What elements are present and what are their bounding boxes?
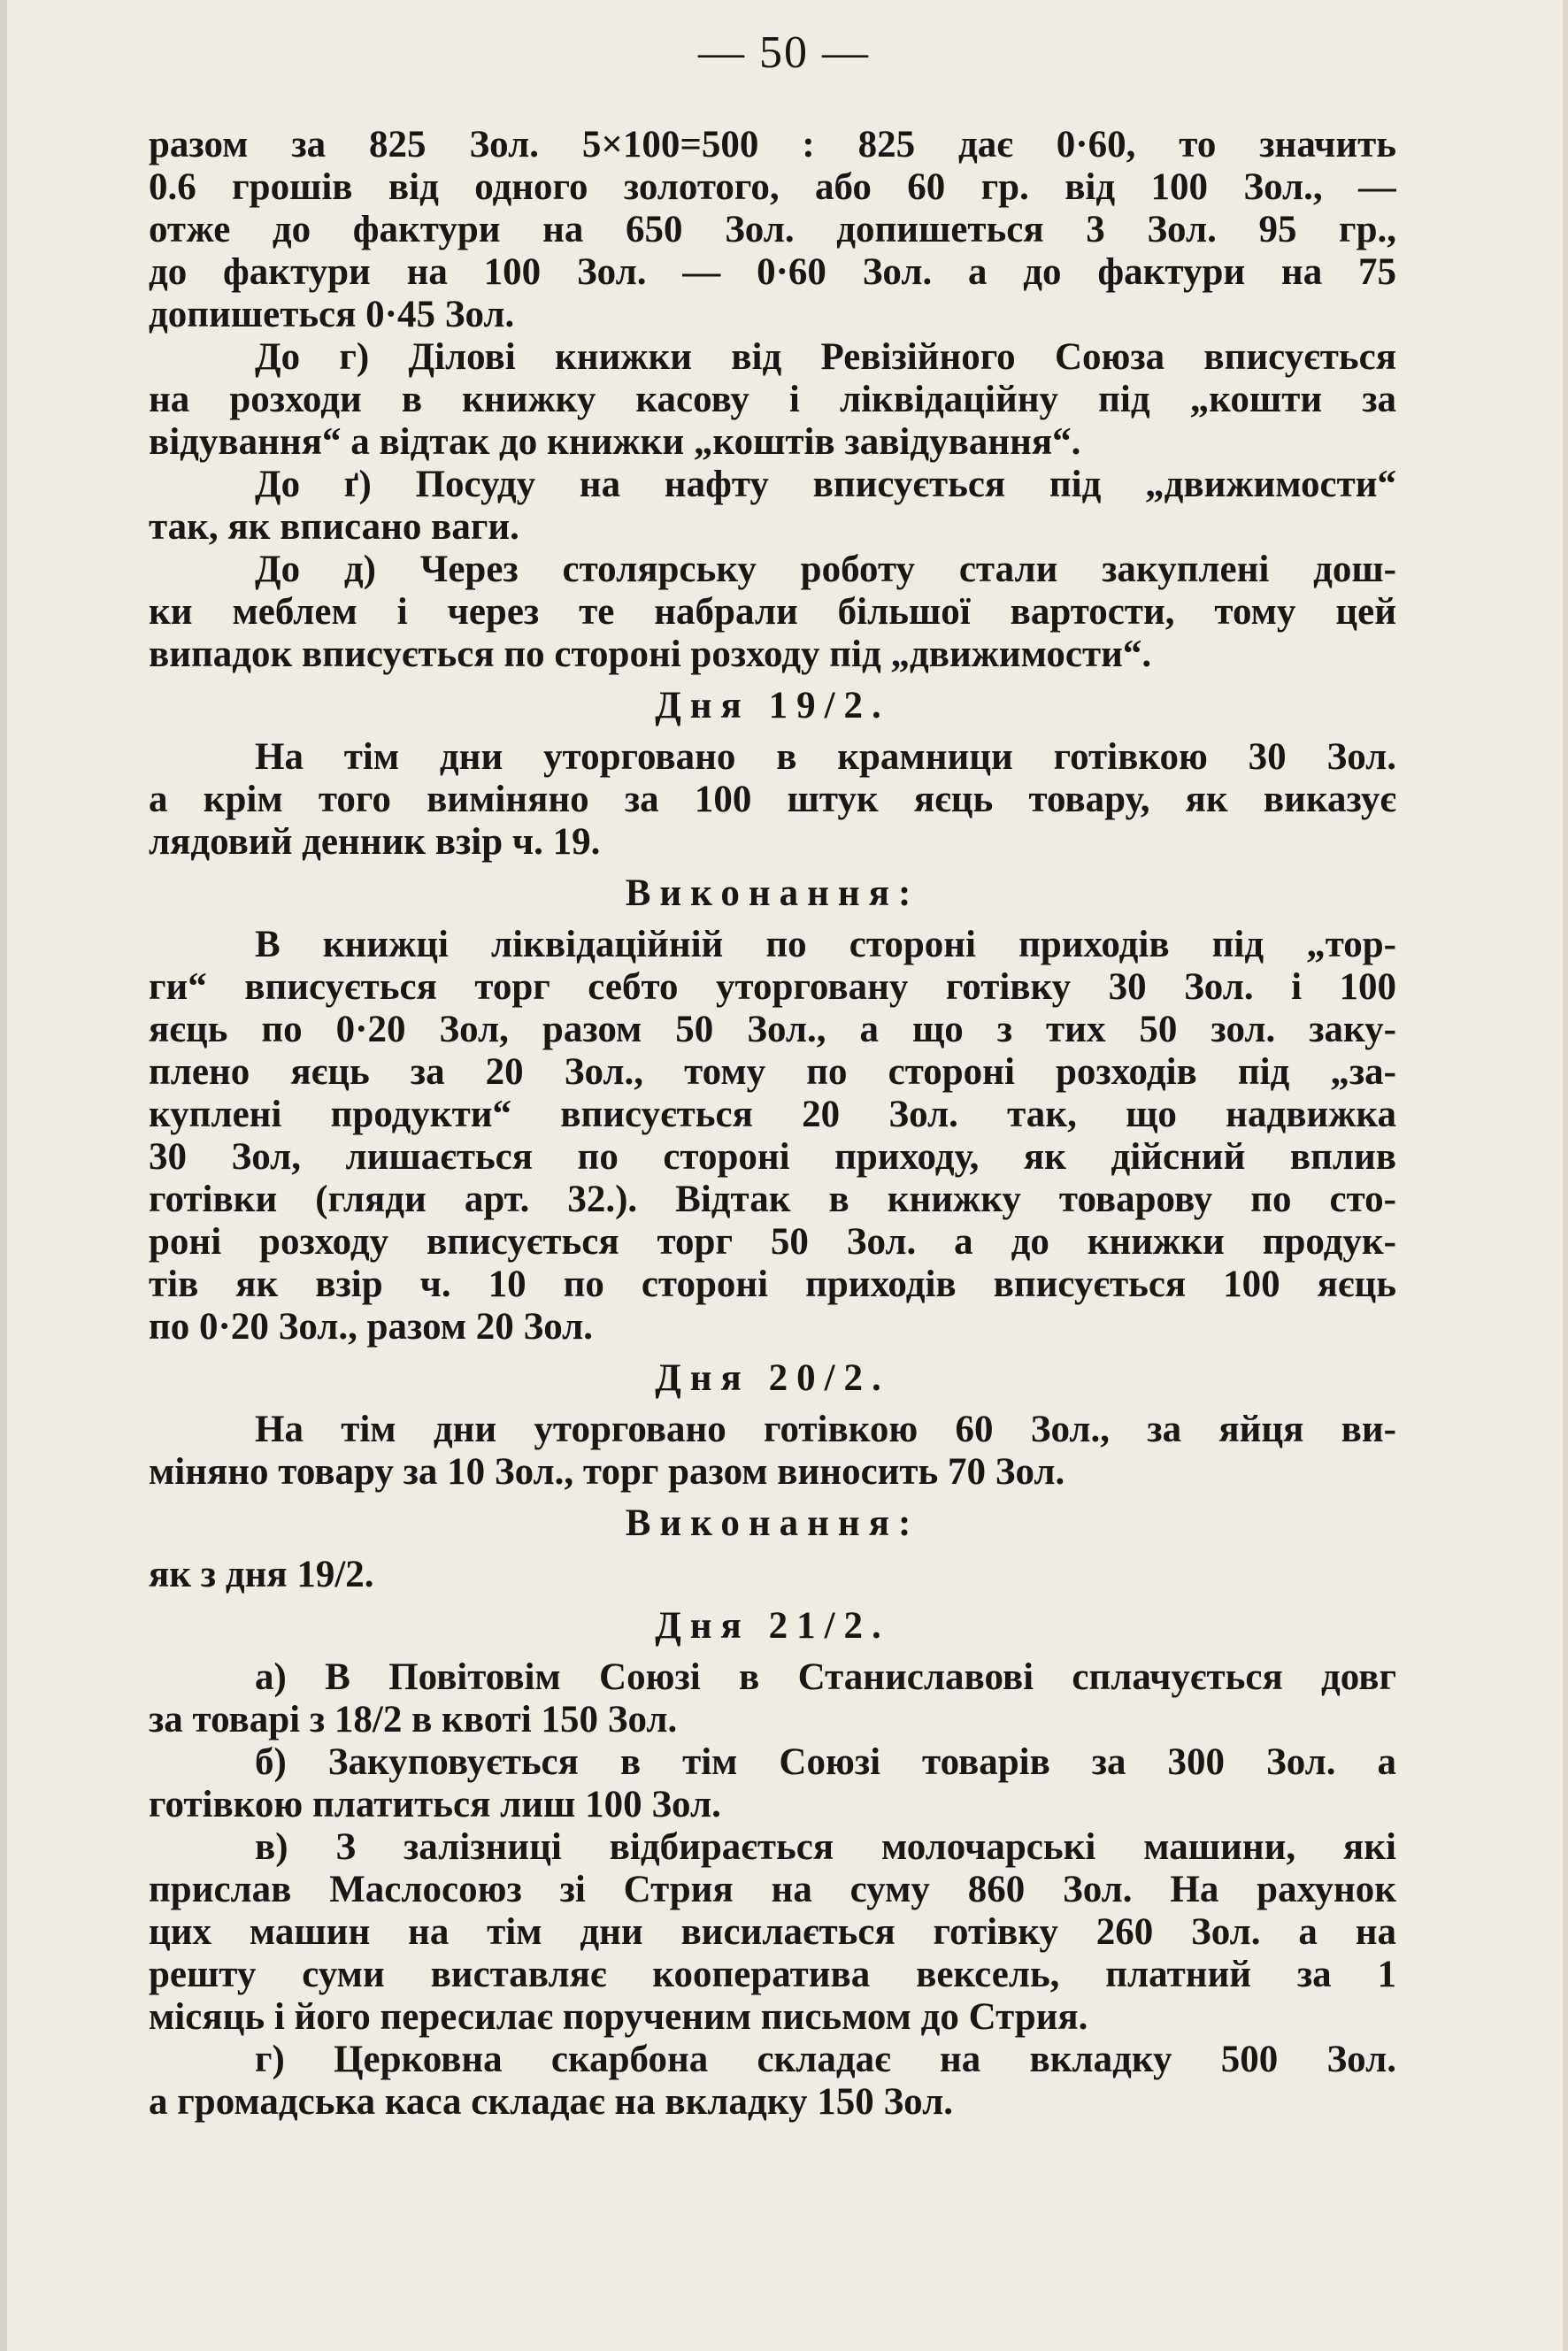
text-line: До г) Ділові книжки від Ревізійного Союза вписується bbox=[255, 336, 1396, 378]
paragraph bbox=[149, 336, 1396, 464]
paragraph bbox=[149, 124, 1396, 336]
paragraph bbox=[149, 1656, 1396, 1741]
text-line: куплені продукти“ вписується 20 Зол. так, що надвижка bbox=[149, 1094, 1396, 1135]
paragraph bbox=[149, 464, 1396, 549]
text-line: г) Церковна скарбона складає на вкладку 500 Зол. bbox=[255, 2039, 1396, 2080]
text-line: до фактури на 100 Зол. — 0·60 Зол. а до фактури на 75 bbox=[149, 251, 1396, 293]
paragraph bbox=[149, 1409, 1396, 1494]
text-line: ги“ вписується торг себто уторговану готівку 30 Зол. і 100 bbox=[149, 966, 1396, 1008]
paragraph bbox=[149, 736, 1396, 864]
text-line: лядовий денник взір ч. 19. bbox=[149, 821, 601, 863]
text-line: б) Закуповується в тім Союзі товарів за 300 Зол. а bbox=[255, 1741, 1396, 1783]
paragraph bbox=[149, 1741, 1396, 1826]
text-line: отже до фактури на 650 Зол. допишеться 3 Зол. 95 гр., bbox=[149, 209, 1396, 250]
text-line: в) З залізниці відбирається молочарські машини, які bbox=[255, 1826, 1396, 1868]
text-line: На тім дни уторговано в крамници готівкою 30 Зол. bbox=[255, 736, 1396, 778]
text-line: решту суми виставляє кооператива вексель, платний за 1 bbox=[149, 1954, 1396, 1995]
section-heading: Дня 21/2. bbox=[655, 1605, 890, 1647]
page-number: — 50 — bbox=[698, 27, 870, 78]
text-line: на розходи в книжку касову і ліквідаційну під „кошти за bbox=[149, 379, 1396, 420]
text-line: тів як взір ч. 10 по стороні приходів вписується 100 яєць bbox=[149, 1264, 1396, 1305]
paragraph bbox=[149, 924, 1396, 1348]
text-line: плено яєць за 20 Зол., тому по стороні розходів під „за- bbox=[149, 1051, 1396, 1093]
text-line: а крім того виміняно за 100 штук яєць товару, як виказує bbox=[149, 779, 1396, 820]
text-line: міняно товару за 10 Зол., торг разом виносить 70 Зол. bbox=[149, 1451, 1065, 1493]
text-line: по 0·20 Зол., разом 20 Зол. bbox=[149, 1306, 594, 1348]
text-line: В книжці ліквідаційній по стороні приходів під „тор- bbox=[255, 924, 1396, 965]
section-heading: Дня 20/2. bbox=[655, 1357, 890, 1399]
text-line: місяць і його пересилає поручeним письмом до Стрия. bbox=[149, 1996, 1088, 2038]
text-line: роні розходу вписується торг 50 Зол. а до книжки продук- bbox=[149, 1221, 1396, 1263]
text-line: прислав Маслосоюз зі Стрия на суму 860 Зол. На рахунок bbox=[149, 1869, 1396, 1910]
text-line: 0.6 грошів від одного золотого, або 60 гр. від 100 Зол., — bbox=[149, 166, 1396, 208]
text-line: яєць по 0·20 Зол, разом 50 Зол., а що з тих 50 зол. заку- bbox=[149, 1009, 1396, 1050]
text-line: готівкою платиться лиш 100 Зол. bbox=[149, 1784, 721, 1825]
paragraph bbox=[149, 1554, 1396, 1596]
text-line: разом за 825 Зол. 5×100=500 : 825 дає 0·60, то значить bbox=[149, 124, 1396, 165]
text-line: як з дня 19/2. bbox=[149, 1554, 374, 1595]
text-line: ки меблем і через те набрали більшої вартости, тому цей bbox=[149, 591, 1396, 633]
text-line: готівки (гляди арт. 32.). Відтак в книжку товарову по сто- bbox=[149, 1179, 1396, 1220]
page-body bbox=[149, 124, 1396, 2124]
text-line: за товарі з 18/2 в квоті 150 Зол. bbox=[149, 1699, 678, 1740]
text-line: цих машин на тім дни висилається готівку 260 Зол. а на bbox=[149, 1911, 1396, 1953]
text-line: допишеться 0·45 Зол. bbox=[149, 294, 515, 335]
text-line: До д) Через столярську роботу стали закуплені дош- bbox=[255, 549, 1396, 590]
section-heading: Дня 19/2. bbox=[655, 685, 890, 726]
text-line: відування“ а відтак до книжки „коштів завідування“. bbox=[149, 421, 1081, 463]
paragraph bbox=[149, 2039, 1396, 2124]
paragraph bbox=[149, 549, 1396, 676]
text-line: На тім дни уторговано готівкою 60 Зол., за яйця ви- bbox=[255, 1409, 1396, 1450]
text-line: До ґ) Посуду на нафту вписується під „движимости“ bbox=[255, 464, 1396, 505]
text-line: а громадська каса складає на вкладку 150 Зол. bbox=[149, 2081, 953, 2123]
text-line: 30 Зол, лишається по стороні приходу, як дійсний вплив bbox=[149, 1136, 1396, 1178]
text-line: так, як вписано ваги. bbox=[149, 506, 519, 548]
text-line: а) В Повітовім Союзі в Станиславові сплачується довг bbox=[255, 1656, 1396, 1698]
text-line: випадок вписується по стороні розходу під „движимости“. bbox=[149, 634, 1152, 675]
section-heading: Виконання: bbox=[625, 1502, 920, 1544]
paragraph bbox=[149, 1826, 1396, 2039]
section-heading: Виконання: bbox=[625, 872, 920, 914]
